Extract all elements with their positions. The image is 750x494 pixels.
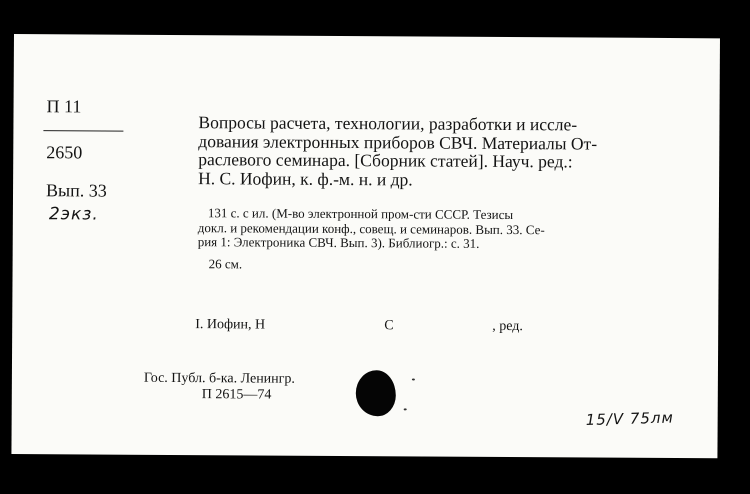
added-entry-initial: С (384, 318, 394, 334)
ink-speck (404, 408, 407, 410)
title-block (198, 113, 708, 190)
library-number: П 2615—74 (201, 387, 272, 403)
card-number: 2650 (46, 142, 83, 163)
added-entry-role: , ред. (492, 318, 523, 335)
description-line: 131 с. с ил. (М-во электронной пром-сти СССР. Тезисы (207, 205, 514, 223)
call-number-rule (43, 130, 123, 131)
ink-blot-stamp (356, 370, 396, 416)
description-line: рия 1: Электроника СВЧ. Вып. 3). Библиогр.: с. 31. (197, 234, 480, 251)
ink-speck (412, 378, 415, 380)
call-number: П 11 (46, 96, 82, 117)
size-note: 26 см. (208, 256, 243, 272)
title-line: Вопросы расчета, технологии, разработки и иссле- (198, 112, 578, 135)
catalog-card (11, 34, 720, 458)
description-line: докл. и рекомендации конф., совещ. и семинаров. Вып. 33. Се- (197, 219, 545, 237)
handwritten-copies: 2экз. (48, 204, 99, 225)
added-entry-name: I. Иофин, Н (195, 317, 266, 333)
title-line: Н. С. Иофин, к. ф.-м. н. и др. (198, 167, 413, 189)
handwritten-date: 15/Ⅴ 75лм (585, 408, 675, 430)
volume-number: Вып. 33 (45, 180, 107, 201)
title-line: дования электронных приборов СВЧ. Материалы От- (198, 130, 598, 154)
title-line: раслевого семинара. [Сборник статей]. Науч. ред.: (198, 149, 573, 172)
library-line: Гос. Публ. б-ка. Ленингр. (143, 370, 295, 387)
description-block (198, 206, 708, 253)
